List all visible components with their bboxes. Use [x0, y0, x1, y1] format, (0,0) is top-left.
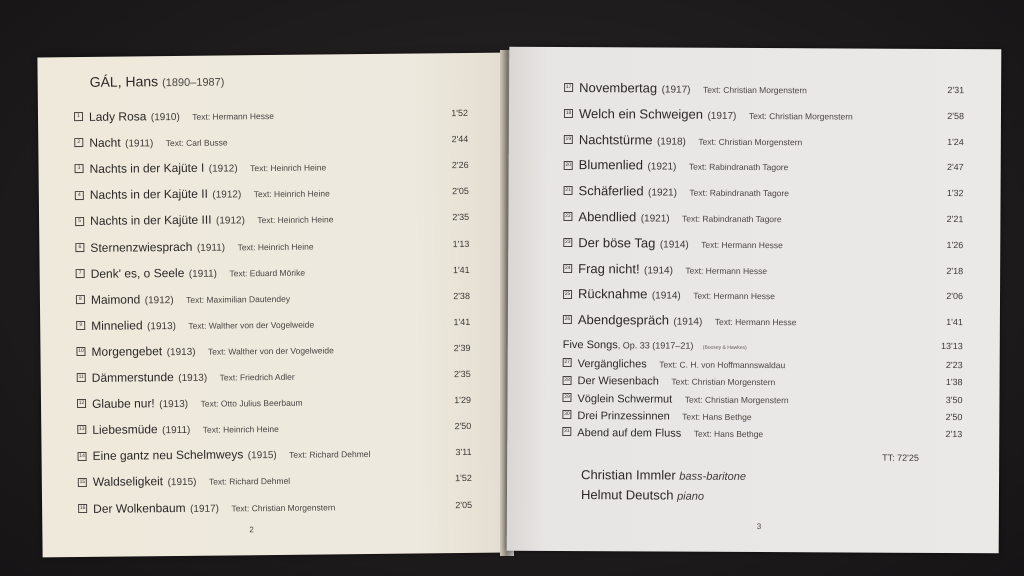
- track-text-credit: Text: Rabindranath Tagore: [688, 162, 789, 173]
- track-year: (1913): [146, 320, 177, 333]
- performer-name: Christian Immler: [581, 467, 676, 483]
- track-year: (1918): [656, 136, 686, 148]
- performer-name: Helmut Deutsch: [580, 487, 674, 503]
- track-text-credit: Text: Hermann Hesse: [685, 265, 768, 276]
- track-year: (1912): [215, 215, 245, 227]
- track-duration: 2'38: [453, 290, 470, 301]
- track-title: Novembertag: [579, 80, 658, 96]
- track-year: (1913): [159, 398, 189, 411]
- track-row: [563, 233, 963, 255]
- track-text-credit: Text: Heinrich Heine: [250, 162, 327, 174]
- track-number: 19: [564, 135, 573, 144]
- track-row: [74, 103, 468, 127]
- track-duration: 2'23: [945, 360, 963, 371]
- track-row: [563, 310, 963, 332]
- track-year: (1917): [190, 503, 220, 515]
- track-duration: 1'41: [452, 264, 470, 275]
- track-title: Welch ein Schweigen: [578, 105, 704, 122]
- performer-1: [581, 467, 746, 483]
- track-text-credit: Text: Richard Dehmel: [208, 476, 291, 488]
- track-title: Frag nicht!: [578, 260, 640, 276]
- five-songs-opus: , Op. 33 (1917–21): [617, 340, 694, 351]
- track-year: (1914): [651, 290, 681, 303]
- booklet-page-right: [507, 47, 1002, 554]
- track-text-credit: Text: Otto Julius Beerbaum: [200, 397, 303, 409]
- track-row: [564, 104, 964, 126]
- track-title: Minnelied: [91, 318, 143, 333]
- track-duration: 2'35: [452, 212, 470, 223]
- track-number: 20: [564, 161, 573, 170]
- track-title: Dämmerstunde: [91, 370, 174, 385]
- track-duration: 1'32: [946, 188, 964, 199]
- track-row: [74, 155, 468, 179]
- track-duration: 2'44: [451, 134, 469, 145]
- track-title: Morgengebet: [91, 344, 163, 359]
- track-year: (1921): [647, 161, 677, 173]
- track-text-credit: Text: Eduard Mörike: [229, 267, 306, 279]
- track-row: [74, 129, 468, 153]
- track-number: 13: [77, 425, 86, 434]
- track-text-credit: Text: Carl Busse: [165, 137, 228, 149]
- track-duration: 1'24: [947, 136, 964, 147]
- track-row: [75, 207, 469, 231]
- track-year: (1914): [659, 239, 689, 251]
- track-row: [564, 181, 964, 203]
- track-duration: 2'18: [946, 265, 964, 276]
- track-row: [76, 260, 470, 284]
- track-text-credit: Text: Hans Bethge: [682, 411, 752, 422]
- track-text-credit: Text: Walther von der Vogelweide: [207, 345, 334, 357]
- track-year: (1914): [673, 316, 703, 328]
- track-title: Lady Rosa: [88, 109, 147, 124]
- five-songs-title: Five Songs: [562, 338, 618, 352]
- track-text-credit: Text: Hermann Hesse: [701, 239, 783, 250]
- track-year: (1911): [162, 425, 191, 437]
- track-row: [78, 494, 472, 518]
- track-duration: 2'50: [454, 421, 472, 432]
- track-row: [78, 468, 472, 492]
- track-duration: 1'52: [451, 107, 469, 119]
- track-number: 9: [76, 321, 85, 330]
- track-number: 26: [563, 315, 572, 324]
- track-title: Abendlied: [578, 209, 637, 225]
- five-songs-duration: 13'13: [940, 340, 963, 352]
- composer-name: GÁL, Hans: [89, 73, 159, 90]
- track-text-credit: Text: Christian Morgenstern: [748, 110, 853, 122]
- track-row: [562, 422, 962, 444]
- track-row: [77, 416, 471, 440]
- track-year: (1913): [178, 372, 208, 384]
- track-number: 28: [563, 376, 572, 385]
- track-number: 22: [563, 212, 572, 221]
- track-year: (1911): [125, 138, 154, 150]
- track-number: 6: [75, 243, 84, 252]
- track-duration: 2'05: [455, 499, 473, 510]
- track-text-credit: Text: Hans Bethge: [693, 428, 764, 440]
- track-title: Drei Prinzessinnen: [577, 409, 670, 423]
- track-number: 29: [562, 393, 571, 402]
- track-row: [563, 284, 963, 306]
- track-number: 23: [563, 238, 572, 247]
- page-number-right: 3: [756, 522, 762, 532]
- track-text-credit: Text: Richard Dehmel: [289, 449, 371, 461]
- track-number: 16: [78, 504, 87, 513]
- track-text-credit: Text: Hermann Hesse: [693, 291, 775, 302]
- track-year: (1915): [167, 477, 197, 489]
- track-row: [563, 259, 963, 281]
- track-title: Waldseligkeit: [92, 474, 164, 490]
- track-row: [564, 130, 964, 152]
- track-year: (1921): [640, 213, 670, 225]
- track-number: 14: [78, 452, 87, 461]
- track-number: 3: [75, 164, 84, 173]
- track-text-credit: Text: Christian Morgenstern: [684, 394, 789, 405]
- track-number: 11: [77, 373, 86, 382]
- track-year: (1915): [247, 450, 277, 462]
- track-row: [75, 181, 469, 205]
- track-duration: 1'13: [452, 238, 470, 249]
- track-duration: 2'05: [452, 186, 469, 197]
- track-text-credit: Text: Christian Morgenstern: [231, 501, 336, 513]
- track-duration: 2'47: [946, 162, 964, 173]
- track-title: Vöglein Schwermut: [577, 392, 673, 406]
- track-year: (1911): [196, 241, 226, 254]
- track-text-credit: Text: Christian Morgenstern: [702, 84, 807, 96]
- track-year: (1913): [166, 346, 196, 359]
- track-title: Maimond: [90, 292, 141, 307]
- track-title: Schäferlied: [578, 183, 644, 199]
- track-title: Der böse Tag: [578, 234, 656, 251]
- track-title: Vergängliches: [577, 358, 647, 371]
- track-row: [76, 338, 470, 362]
- track-duration: 2'06: [946, 291, 964, 302]
- performer-2: [581, 487, 704, 503]
- track-duration: 2'58: [947, 110, 964, 121]
- track-text-credit: Text: Heinrich Heine: [257, 214, 334, 226]
- track-row: [564, 78, 964, 100]
- composer-heading: [90, 72, 225, 89]
- track-year: (1921): [648, 187, 677, 199]
- track-title: Sternenzwiesprach: [90, 239, 193, 255]
- track-number: 7: [76, 269, 85, 278]
- track-year: (1912): [208, 163, 238, 175]
- track-text-credit: Text: Christian Morgenstern: [671, 376, 776, 388]
- track-title: Der Wiesenbach: [577, 375, 659, 388]
- track-year: (1910): [150, 111, 180, 124]
- track-year: (1912): [212, 189, 242, 201]
- track-number: 21: [564, 186, 573, 195]
- track-row: [77, 364, 471, 388]
- track-duration: 1'52: [455, 473, 472, 484]
- track-duration: 1'38: [945, 377, 963, 388]
- track-row: [76, 312, 470, 336]
- track-year: (1912): [144, 294, 174, 307]
- track-title: Abendgespräch: [577, 312, 670, 328]
- track-row: [564, 155, 964, 177]
- performer-role: bass-baritone: [679, 470, 747, 483]
- track-duration: 2'31: [947, 85, 965, 96]
- track-duration: 2'35: [453, 368, 471, 380]
- track-title: Abend auf dem Fluss: [577, 427, 682, 440]
- booklet-page-left: [37, 53, 508, 558]
- performer-role: piano: [677, 490, 705, 503]
- track-number: 18: [564, 109, 573, 118]
- track-duration: 2'21: [946, 214, 964, 225]
- track-title: Rücknahme: [577, 286, 648, 302]
- track-year: (1914): [643, 265, 673, 277]
- track-duration: 1'26: [946, 239, 964, 250]
- track-duration: 1'41: [946, 317, 963, 328]
- track-year: (1917): [707, 110, 737, 122]
- track-duration: 2'39: [453, 342, 471, 354]
- track-duration: 2'50: [945, 411, 963, 422]
- track-duration: 2'13: [945, 429, 963, 440]
- track-number: 24: [563, 264, 572, 273]
- track-duration: 3'50: [945, 394, 963, 405]
- track-text-credit: Text: Heinrich Heine: [202, 424, 279, 435]
- track-duration: 2'26: [451, 160, 469, 171]
- composer-dates: (1890–1987): [161, 76, 225, 90]
- track-title: Denk' es, o Seele: [90, 265, 185, 281]
- track-number: 17: [564, 83, 573, 92]
- track-row: [77, 442, 471, 466]
- track-text-credit: Text: Friedrich Adler: [219, 371, 295, 383]
- track-number: 5: [75, 217, 84, 226]
- track-text-credit: Text: Heinrich Heine: [253, 188, 330, 200]
- track-title: Blumenlied: [578, 157, 644, 173]
- track-number: 4: [75, 191, 84, 200]
- track-number: 30: [562, 410, 571, 419]
- track-row: [75, 233, 469, 257]
- track-text-credit: Text: Rabindranath Tagore: [682, 213, 782, 225]
- track-title: Nachts in der Kajüte III: [90, 213, 212, 229]
- track-row: [77, 390, 471, 414]
- track-title: Glaube nur!: [91, 396, 155, 411]
- track-title: Nachts in der Kajüte II: [89, 186, 208, 203]
- track-number: 10: [76, 347, 85, 356]
- track-title: Liebesmüde: [92, 422, 158, 438]
- track-duration: 1'41: [453, 316, 471, 327]
- track-text-credit: Text: Walther von der Vogelweide: [188, 319, 315, 331]
- track-number: 8: [76, 295, 85, 304]
- track-year: (1917): [661, 84, 691, 96]
- page-number-left: 2: [249, 525, 254, 535]
- track-number: 15: [78, 478, 87, 487]
- track-number: 12: [77, 399, 86, 408]
- track-title: Eine gantz neu Schelmweys: [92, 447, 244, 464]
- track-text-credit: Text: Hermann Hesse: [192, 110, 274, 122]
- track-text-credit: Text: C. H. von Hoffmannswaldau: [659, 359, 786, 371]
- track-number: 1: [74, 112, 83, 121]
- track-number: 31: [562, 427, 571, 436]
- track-row: [563, 207, 963, 229]
- track-number: 2: [74, 138, 83, 147]
- track-title: Nacht: [89, 135, 121, 151]
- track-duration: 3'11: [455, 447, 472, 458]
- track-text-credit: Text: Heinrich Heine: [237, 241, 314, 252]
- track-text-credit: Text: Christian Morgenstern: [698, 136, 803, 147]
- track-title: Nachtstürme: [578, 131, 653, 148]
- track-duration: 1'29: [454, 395, 472, 406]
- track-title: Der Wolkenbaum: [93, 500, 186, 516]
- track-title: Nachts in der Kajüte I: [89, 160, 205, 177]
- track-row: [76, 286, 470, 310]
- total-time: TT: 72'25: [882, 452, 919, 463]
- track-text-credit: Text: Hermann Hesse: [714, 316, 797, 328]
- five-songs-publisher: (Boosey & Hawkes): [702, 344, 747, 351]
- track-text-credit: Text: Rabindranath Tagore: [689, 187, 790, 199]
- track-year: (1911): [188, 268, 218, 280]
- track-number: 27: [563, 358, 572, 367]
- track-number: 25: [563, 290, 572, 299]
- track-text-credit: Text: Maximilian Dautendey: [186, 293, 291, 305]
